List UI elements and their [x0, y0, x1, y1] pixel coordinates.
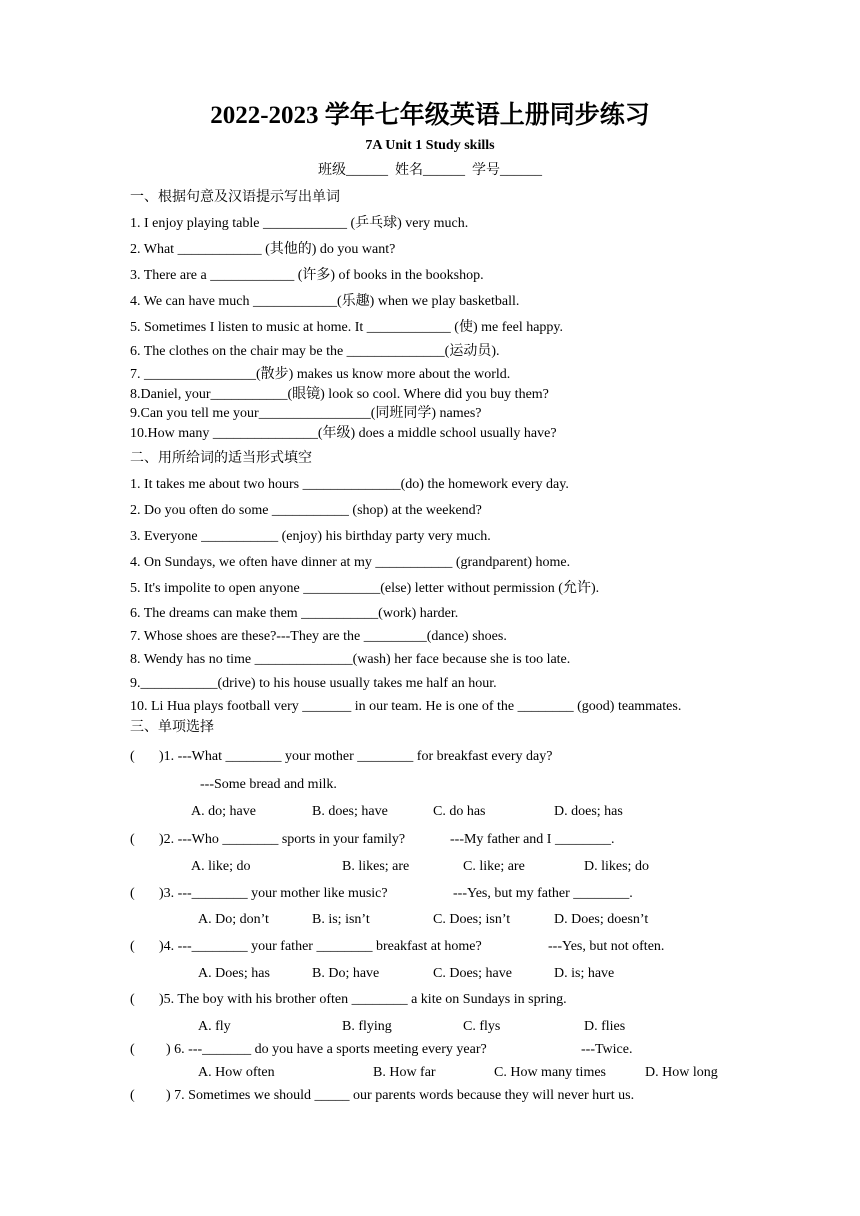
option-b: B. is; isn’t — [312, 912, 370, 927]
section-2-item: 7. Whose shoes are these?---They are the _________(dance) shoes. — [130, 629, 507, 644]
answer-paren: ( — [130, 939, 135, 954]
question-6: ) 6. ---_______ do you have a sports meeting every year? — [166, 1042, 487, 1057]
section-1-item: 10.How many _______________(年级) does a middle school usually have? — [130, 426, 557, 441]
option-a: A. Do; don’t — [198, 912, 269, 927]
section-2-heading: 二、用所给词的适当形式填空 — [130, 451, 312, 466]
option-d: D. is; have — [554, 966, 615, 981]
section-1-item: 5. Sometimes I listen to music at home. It ____________ (使) me feel happy. — [130, 320, 564, 335]
section-2-item: 4. On Sundays, we often have dinner at my ___________ (grandparent) home. — [130, 555, 571, 570]
question-5: )5. The boy with his brother often ________ a kite on Sundays in spring. — [159, 992, 567, 1007]
section-2-item: 3. Everyone ___________ (enjoy) his birthday party very much. — [130, 529, 491, 544]
answer-paren: ( — [130, 1088, 135, 1103]
option-b: B. How far — [373, 1065, 436, 1080]
section-2-item: 8. Wendy has no time ______________(wash) her face because she is too late. — [130, 652, 571, 667]
option-b: B. likes; are — [342, 859, 410, 874]
option-a: A. How often — [198, 1065, 275, 1080]
option-a: A. do; have — [191, 804, 256, 819]
answer-paren: ( — [130, 886, 135, 901]
option-c: C. Does; have — [433, 966, 512, 981]
option-a: A. fly — [198, 1019, 231, 1034]
option-d: D. How long — [645, 1065, 718, 1080]
section-1-item: 2. What ____________ (其他的) do you want? — [130, 242, 396, 257]
section-1-heading: 一、根据句意及汉语提示写出单词 — [130, 190, 340, 205]
section-2-item: 5. It's impolite to open anyone ___________(else) letter without permission (允许). — [130, 581, 600, 596]
option-c: C. do has — [433, 804, 486, 819]
student-info-line: 班级______ 姓名______ 学号______ — [318, 163, 542, 178]
option-c: C. How many times — [494, 1065, 606, 1080]
question-1: )1. ---What ________ your mother ________ for breakfast every day? — [159, 749, 553, 764]
section-1-item: 6. The clothes on the chair may be the ______________(运动员). — [130, 344, 500, 359]
question-4-reply: ---Yes, but not often. — [548, 939, 665, 954]
section-1-item: 8.Daniel, your___________(眼镜) look so cool. Where did you buy them? — [130, 387, 549, 402]
section-1-item: 1. I enjoy playing table ____________ (乒乓球) very much. — [130, 216, 469, 231]
question-3: )3. ---________ your mother like music? — [159, 886, 388, 901]
section-1-item: 4. We can have much ____________(乐趣) when we play basketball. — [130, 294, 520, 309]
section-1-item: 9.Can you tell me your________________(同班同学) names? — [130, 406, 482, 421]
section-1-item: 3. There are a ____________ (许多) of books in the bookshop. — [130, 268, 484, 283]
option-d: D. does; has — [554, 804, 623, 819]
option-b: B. does; have — [312, 804, 388, 819]
section-1-item: 7. ________________(散步) makes us know more about the world. — [130, 367, 511, 382]
option-c: C. like; are — [463, 859, 525, 874]
question-1-answer: ---Some bread and milk. — [200, 777, 337, 792]
section-2-item: 9.___________(drive) to his house usually takes me half an hour. — [130, 676, 497, 691]
option-d: D. Does; doesn’t — [554, 912, 649, 927]
option-c: C. flys — [463, 1019, 501, 1034]
question-6-reply: ---Twice. — [581, 1042, 633, 1057]
option-c: C. Does; isn’t — [433, 912, 511, 927]
question-2-reply: ---My father and I ________. — [450, 832, 615, 847]
answer-paren: ( — [130, 832, 135, 847]
option-d: D. likes; do — [584, 859, 649, 874]
option-a: A. like; do — [191, 859, 251, 874]
section-2-item: 2. Do you often do some ___________ (shop) at the weekend? — [130, 503, 482, 518]
option-b: B. Do; have — [312, 966, 380, 981]
option-d: D. flies — [584, 1019, 626, 1034]
page-subtitle: 7A Unit 1 Study skills — [365, 138, 495, 153]
answer-paren: ( — [130, 749, 135, 764]
section-2-item: 6. The dreams can make them ___________(work) harder. — [130, 606, 459, 621]
answer-paren: ( — [130, 1042, 135, 1057]
question-2: )2. ---Who ________ sports in your family? — [159, 832, 406, 847]
question-7: ) 7. Sometimes we should _____ our parents words because they will never hurt us. — [166, 1088, 635, 1103]
page-title: 2022-2023 学年七年级英语上册同步练习 — [210, 102, 650, 129]
option-a: A. Does; has — [198, 966, 270, 981]
option-b: B. flying — [342, 1019, 392, 1034]
section-2-item: 10. Li Hua plays football very _______ in our team. He is one of the ________ (good) teammates. — [130, 699, 682, 714]
question-4: )4. ---________ your father ________ breakfast at home? — [159, 939, 482, 954]
section-3-heading: 三、单项选择 — [130, 720, 214, 735]
question-3-reply: ---Yes, but my father ________. — [453, 886, 633, 901]
section-2-item: 1. It takes me about two hours ______________(do) the homework every day. — [130, 477, 569, 492]
answer-paren: ( — [130, 992, 135, 1007]
